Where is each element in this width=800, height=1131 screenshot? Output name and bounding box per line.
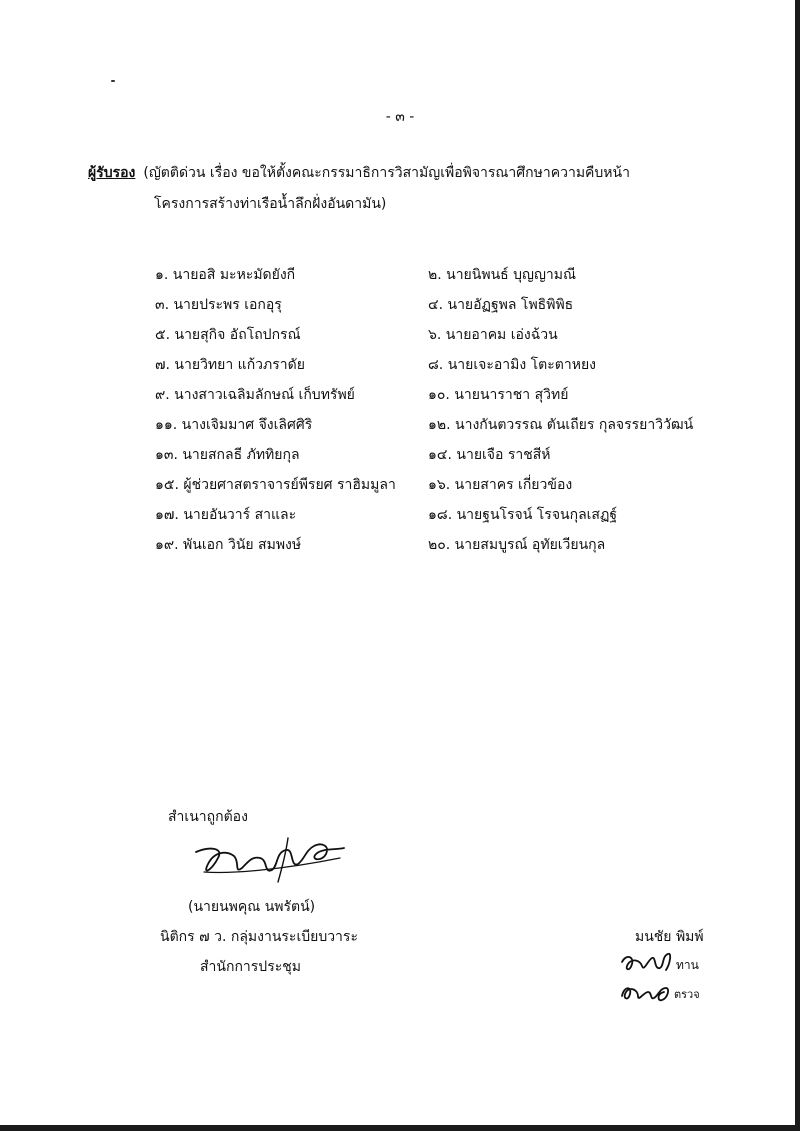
endorser-row: [0, 414, 800, 444]
typed-label: ทาน: [676, 958, 699, 972]
endorser-name: ๙. นางสาวเฉลิมลักษณ์ เก็บทรัพย์: [155, 387, 355, 403]
sponsor-label: ผู้รับรอง: [88, 165, 136, 181]
endorser-name: ๑๒. นางกันตวรรณ ตันเถียร กุลจรรยาวิวัฒน์: [428, 417, 694, 433]
page-edge-right: [795, 0, 800, 1131]
endorser-row: [0, 264, 800, 294]
initials-icon: [618, 978, 673, 1006]
page-edge-bottom: [0, 1125, 800, 1131]
sponsor-block: [88, 158, 768, 220]
endorser-name: ๑๕. ผู้ช่วยศาสตราจารย์พีรยศ ราฮิมมูลา: [155, 477, 396, 493]
signer-position: นิติกร ๗ ว. กลุ่มงานระเบียบวาระ: [160, 929, 358, 945]
endorser-name: ๑๖. นายสาคร เกี่ยวข้อง: [428, 477, 573, 493]
endorser-name: ๑๗. นายอันวาร์ สาและ: [155, 507, 297, 523]
signer-name: (นายนพคุณ นพรัตน์): [188, 899, 316, 915]
page-number: - ๓ -: [385, 109, 415, 125]
checked-label: ตรวจ: [674, 988, 700, 1001]
scan-speck: [111, 80, 115, 82]
endorser-name: ๑๓. นายสกลธี ภัททิยกุล: [155, 447, 300, 463]
sponsor-line-2: โครงการสร้างท่าเรือน้ำลึกฝั่งอันดามัน): [154, 196, 387, 212]
endorser-list: [0, 264, 800, 564]
endorser-name: ๕. นายสุกิจ อัถโถปกรณ์: [155, 327, 301, 343]
endorser-name: ๗. นายวิทยา แก้วภราดัย: [155, 357, 305, 373]
endorser-row: [0, 534, 800, 564]
initials-icon: [618, 948, 678, 978]
endorser-row: [0, 474, 800, 504]
certified-copy-label: สำเนาถูกต้อง: [168, 809, 248, 825]
endorser-name: ๔. นายอัฏฐพล โพธิพิพิธ: [428, 297, 574, 313]
endorser-row: [0, 444, 800, 474]
signer-office: สำนักการประชุม: [200, 959, 301, 975]
endorser-name: ๑๔. นายเจือ ราชสีห์: [428, 447, 551, 463]
endorser-name: ๘. นายเจะอามิง โตะตาหยง: [428, 357, 596, 373]
endorser-row: [0, 324, 800, 354]
endorser-row: [0, 294, 800, 324]
endorser-row: [0, 384, 800, 414]
endorser-row: [0, 354, 800, 384]
sponsor-line-1: [88, 158, 768, 189]
endorser-row: [0, 504, 800, 534]
endorser-name: ๑. นายอสิ มะหะมัดยังกี: [155, 267, 296, 283]
endorser-name: ๑๑. นางเจิมมาศ จึงเลิศศิริ: [155, 417, 313, 433]
endorser-name: ๑๘. นายฐนโรจน์ โรจนกุลเสฏฐ์: [428, 507, 618, 523]
endorser-name: ๓. นายประพร เอกอุรุ: [155, 297, 282, 313]
signature-icon: [190, 828, 350, 888]
endorser-name: ๒. นายนิพนธ์ บุญญามณี: [428, 267, 576, 283]
endorser-name: ๒๐. นายสมบูรณ์ อุทัยเวียนกุล: [428, 537, 606, 553]
typist-label: มนชัย พิมพ์: [635, 929, 704, 945]
endorser-name: ๖. นายอาคม เอ่งฉ้วน: [428, 327, 558, 343]
sponsor-text-1: (ญัตติด่วน เรื่อง ขอให้ตั้งคณะกรรมาธิการวิสามัญเพื่อพิจารณาศึกษาความคืบหน้า: [143, 165, 630, 181]
endorser-name: ๑๐. นายนาราชา สุวิทย์: [428, 387, 569, 403]
endorser-name: ๑๙. พันเอก วินัย สมพงษ์: [155, 537, 302, 553]
